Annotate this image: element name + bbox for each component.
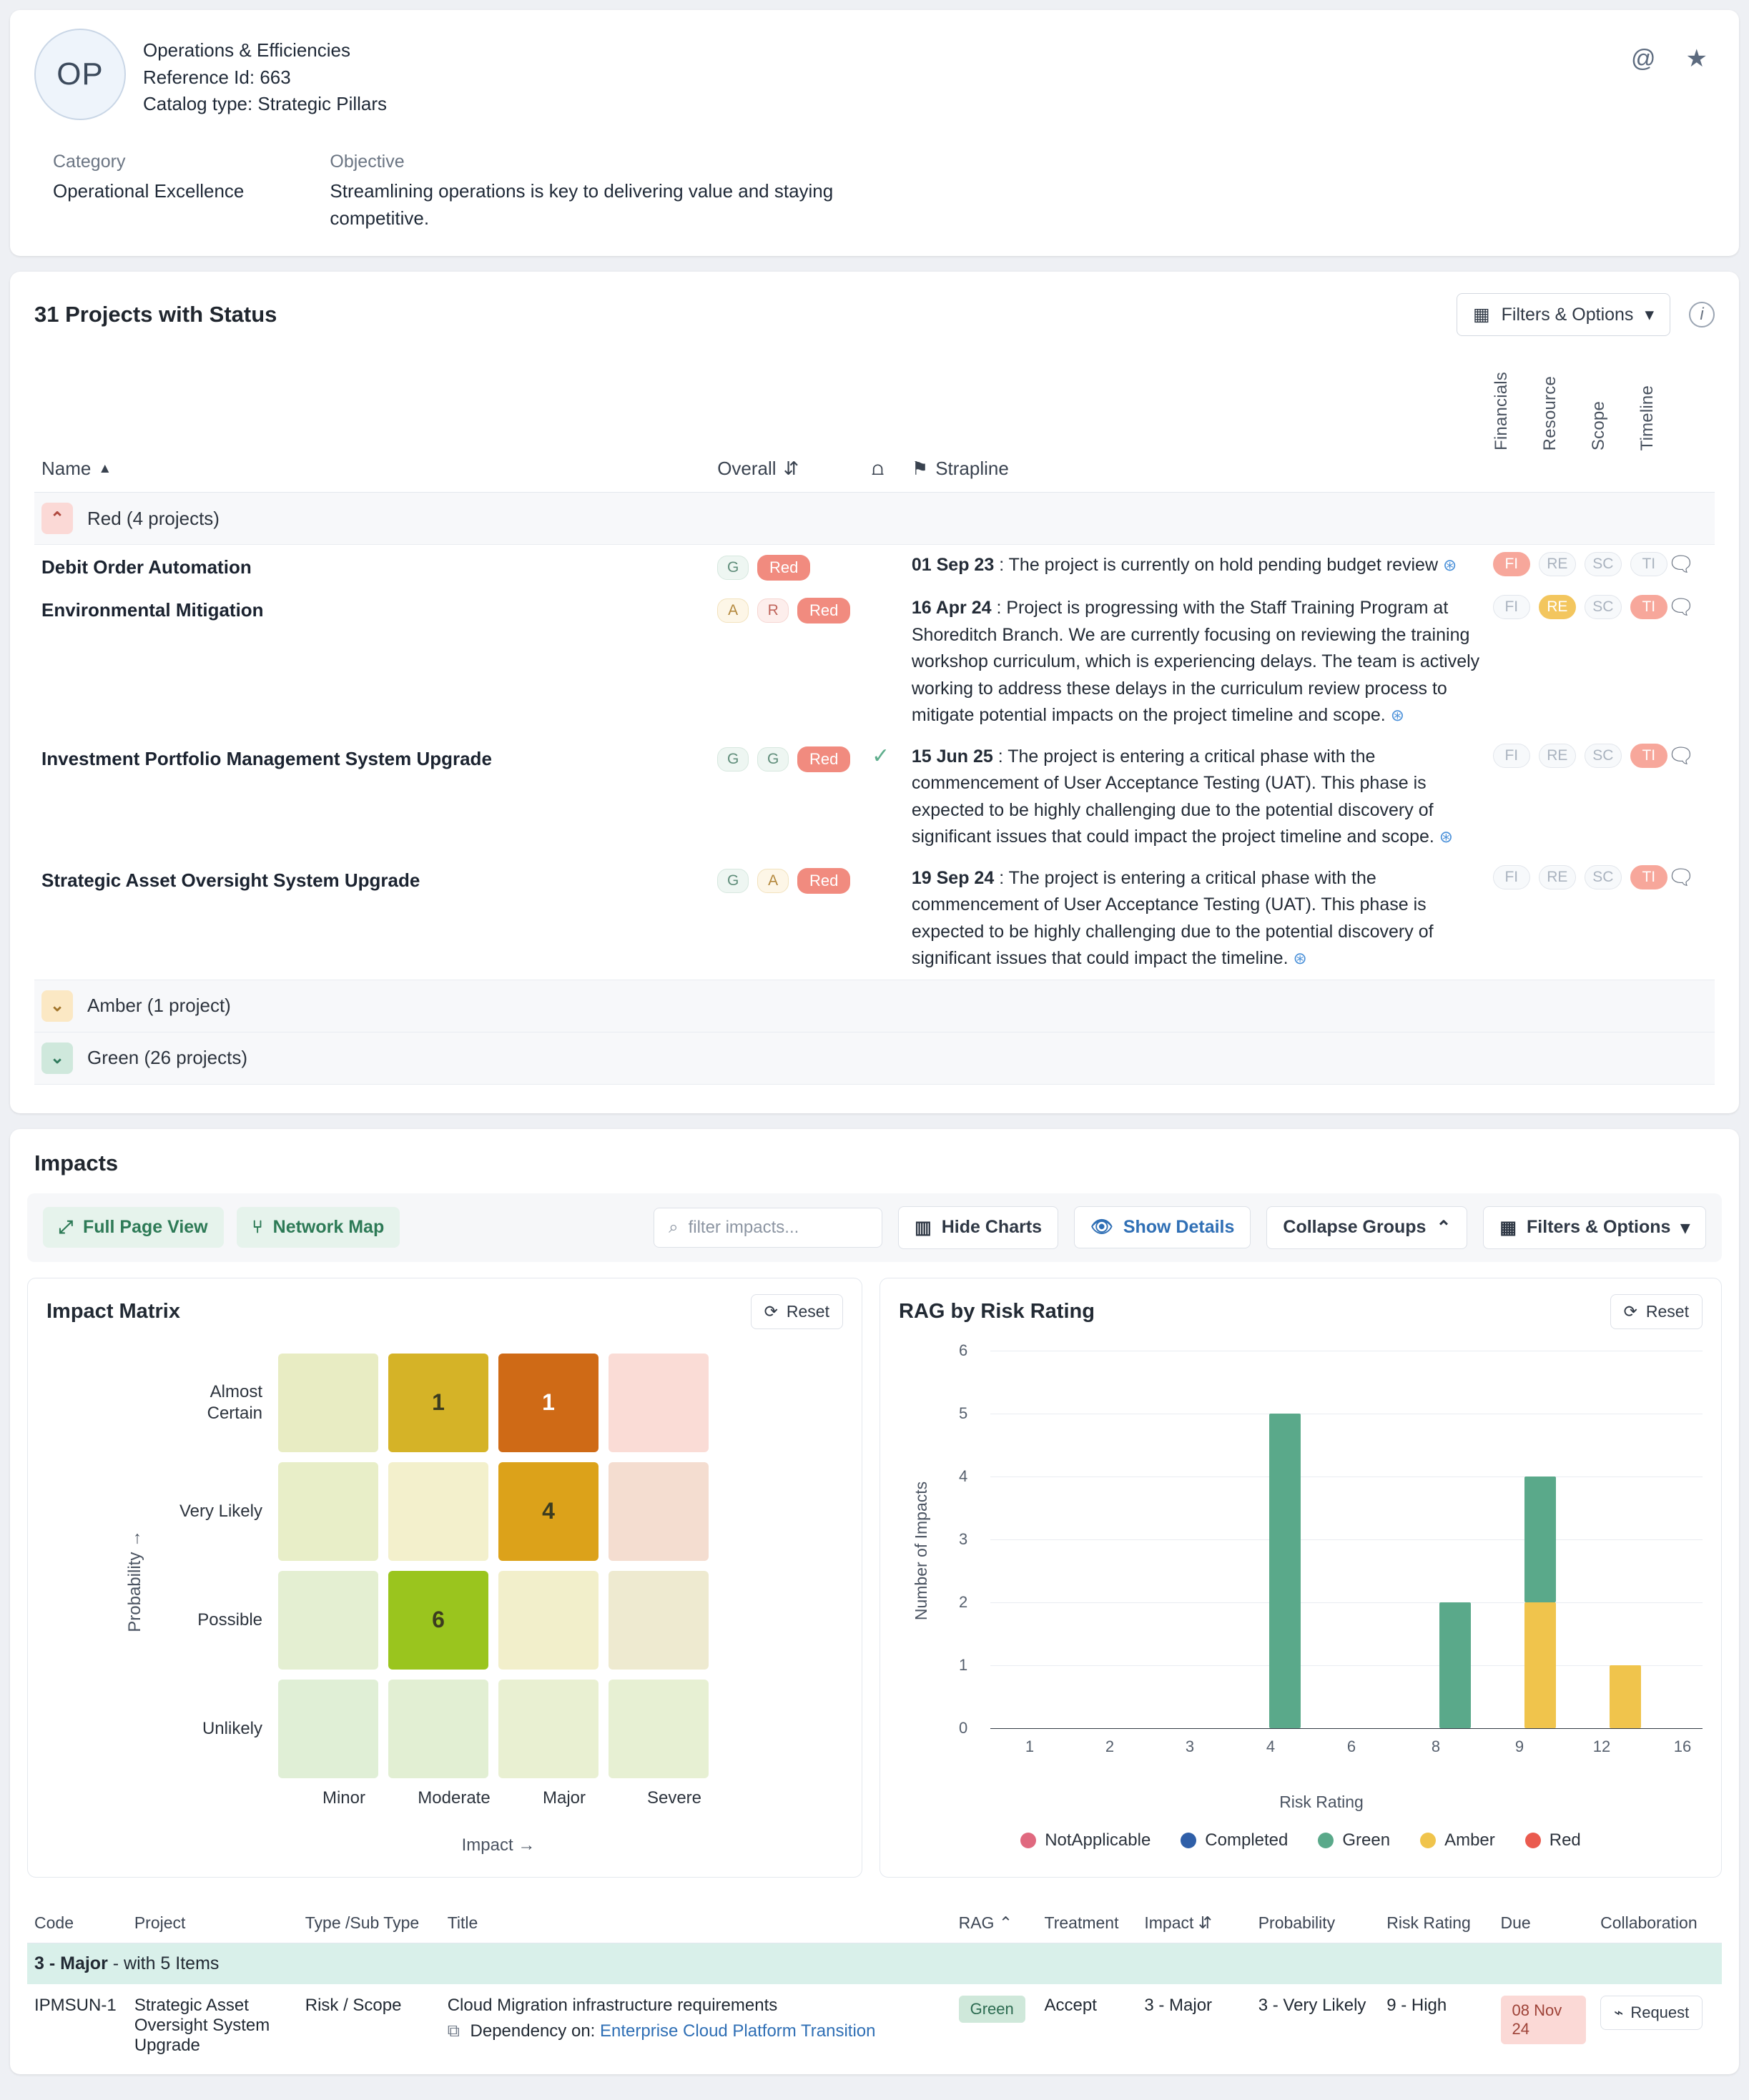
- table-row[interactable]: [34, 858, 1715, 980]
- th-rag[interactable]: RAG ⌃: [952, 1903, 1038, 1943]
- matrix-cell[interactable]: [278, 1462, 378, 1561]
- col-financials: Financials: [1492, 372, 1511, 451]
- strapline-text: 15 Jun 25 : The project is entering a critical phase with the commencement of User Acceptance Testing (UAT). This phase is expected to be highly challenging due to the potential discovery of significant issues that could impact the project timeline and scope. ⊛: [911, 746, 1454, 847]
- projects-table: [34, 450, 1715, 1085]
- objective-block: [330, 152, 844, 232]
- dependency-icon: ⧉: [447, 2021, 460, 2041]
- entity-header-card: [10, 10, 1739, 256]
- rag-chart-reset-button[interactable]: [1610, 1294, 1703, 1329]
- cell-probability: 3 - Very Likely: [1258, 1995, 1366, 2015]
- rag-financials: FI: [1493, 744, 1530, 768]
- rag-scope: SC: [1585, 744, 1622, 768]
- project-name: Investment Portfolio Management System Upgrade: [41, 747, 492, 769]
- matrix-cell[interactable]: 1: [388, 1354, 488, 1452]
- objective-label: Objective: [330, 152, 405, 172]
- bar-green-4[interactable]: [1269, 1414, 1301, 1728]
- globe-icon[interactable]: ⊛: [1439, 827, 1454, 847]
- star-icon[interactable]: ★: [1685, 45, 1708, 72]
- check-circle-icon[interactable]: ✓: [872, 744, 890, 768]
- strapline-body: The project is currently on hold pending budget review: [1008, 555, 1438, 576]
- th-collaboration[interactable]: Collaboration: [1593, 1903, 1722, 1943]
- at-icon[interactable]: @: [1631, 44, 1656, 72]
- col-resource: Resource: [1540, 376, 1560, 451]
- projects-title: 31 Projects with Status: [34, 302, 277, 327]
- legend-item-notapplicable[interactable]: NotApplicable: [1020, 1830, 1151, 1850]
- rag-by-risk-rating-chart: [880, 1278, 1722, 1878]
- matrix-cell[interactable]: [498, 1680, 598, 1778]
- impacts-table-header: [27, 1903, 1722, 1943]
- table-row[interactable]: [34, 736, 1715, 858]
- matrix-cell[interactable]: [388, 1462, 488, 1561]
- th-type[interactable]: Type /Sub Type: [298, 1903, 440, 1943]
- impacts-title: Impacts: [34, 1150, 119, 1175]
- impacts-toolbar: [27, 1193, 1722, 1262]
- network-map-label: Network Map: [272, 1217, 385, 1238]
- col-strapline-label: Strapline: [935, 458, 1009, 480]
- rag-timeline: TI: [1630, 744, 1667, 768]
- matrix-cell[interactable]: 6: [388, 1571, 488, 1670]
- rag-indicators: [1493, 552, 1667, 576]
- matrix-row-label: Very Likely: [179, 1501, 262, 1521]
- globe-icon[interactable]: ⊛: [1293, 949, 1307, 968]
- chevron-up-icon: ⌃: [998, 1913, 1013, 1932]
- matrix-row-label: Possible: [197, 1609, 262, 1630]
- group-row-amber[interactable]: [34, 980, 1715, 1032]
- rag-resource: RE: [1539, 595, 1576, 619]
- strapline-body: Project is progressing with the Staff Training Program at Shoreditch Branch. We are currently focusing on reviewing the training workshop curriculum, which is experiencing delays. The team is actively working to address these delays in the curriculum review process to mitigate potential impacts on the project timeline and scope.: [911, 598, 1480, 726]
- show-details-label: Show Details: [1123, 1217, 1235, 1238]
- bar-green-8[interactable]: [1439, 1602, 1471, 1728]
- xtick: 8: [1431, 1737, 1441, 1755]
- th-code[interactable]: Code: [27, 1903, 127, 1943]
- ytick: 1: [959, 1655, 968, 1674]
- strapline-text: 16 Apr 24 : Project is progressing with the Staff Training Program at Shoreditch Branch. We are currently focusing on reviewing the training workshop curriculum, which is experiencing delays. The team is actively working to address these delays in the curriculum review process to mitigate potential impacts on the project timeline and scope. ⊛: [911, 598, 1480, 726]
- strapline-date: 19 Sep 24: [911, 867, 995, 888]
- projects-filters-button[interactable]: [1457, 293, 1670, 336]
- cell-rag: [952, 1984, 1038, 2067]
- chevron-up-icon: ⌃: [1436, 1217, 1452, 1238]
- xtick: 4: [1266, 1737, 1276, 1755]
- matrix-cell[interactable]: [388, 1680, 488, 1778]
- cell-code: IPMSUN-1: [34, 1995, 117, 2015]
- matrix-cell[interactable]: 4: [498, 1462, 598, 1561]
- group-band-label: 3 - Major: [34, 1953, 108, 1973]
- matrix-row: [157, 1462, 734, 1561]
- refresh-icon: ⟳: [764, 1301, 778, 1321]
- ytick: 0: [959, 1718, 968, 1737]
- impact-axis-label: Impact →: [461, 1835, 536, 1855]
- xtick: 16: [1673, 1737, 1692, 1755]
- overall-badge: Red: [797, 598, 850, 623]
- legend-item-green[interactable]: Green: [1318, 1830, 1390, 1850]
- chevron-down-icon: ▾: [1645, 305, 1654, 325]
- rag-timeline: TI: [1630, 552, 1667, 576]
- project-name: Strategic Asset Oversight System Upgrade: [41, 869, 420, 891]
- comment-icon[interactable]: 🗨: [1667, 744, 1695, 768]
- bar-amber-9[interactable]: [1524, 1602, 1556, 1728]
- impacts-table: [27, 1903, 1722, 2067]
- matrix-cell[interactable]: [609, 1571, 709, 1670]
- ytick: 3: [959, 1529, 968, 1548]
- th-due[interactable]: Due: [1494, 1903, 1594, 1943]
- overall-badge: Red: [797, 746, 850, 772]
- globe-icon[interactable]: ⊛: [1442, 556, 1457, 575]
- dependency-link[interactable]: Enterprise Cloud Platform Transition: [600, 2021, 876, 2041]
- reference-id: Reference Id: 663: [143, 66, 291, 88]
- impact-matrix-title: Impact Matrix: [46, 1299, 180, 1323]
- matrix-cell[interactable]: [278, 1680, 378, 1778]
- bar-legend: [899, 1830, 1703, 1850]
- matrix-col-label: Major: [542, 1788, 586, 1808]
- cell-risk-rating: 9 - High: [1386, 1995, 1447, 2015]
- bar-xlabel: Risk Rating: [1279, 1792, 1364, 1811]
- chevron-down-icon: ▾: [1680, 1217, 1690, 1238]
- filter-impacts-input[interactable]: [654, 1208, 882, 1248]
- comment-icon[interactable]: 🗨: [1667, 865, 1695, 889]
- full-page-view-label: Full Page View: [83, 1217, 208, 1238]
- table-row[interactable]: [34, 545, 1715, 588]
- flag-icon: ⚑: [911, 458, 929, 480]
- collapse-groups-label: Collapse Groups: [1283, 1217, 1427, 1238]
- chevron-up-icon[interactable]: ⌃: [41, 503, 73, 534]
- sort-by-name[interactable]: [41, 458, 112, 480]
- matrix-cell[interactable]: 1: [498, 1354, 598, 1452]
- th-risk-rating[interactable]: Risk Rating: [1379, 1903, 1493, 1943]
- search-icon: ⌕: [669, 1217, 679, 1237]
- matrix-grid: [157, 1354, 734, 1808]
- filter-grid-icon: ▦: [1499, 1217, 1517, 1238]
- legend-item-completed[interactable]: Completed: [1181, 1830, 1288, 1850]
- due-badge: 08 Nov 24: [1501, 1996, 1587, 2044]
- hide-charts-label: Hide Charts: [941, 1217, 1043, 1238]
- cell-collaboration: [1593, 1984, 1722, 2067]
- cell-impact: 3 - Major: [1144, 1995, 1213, 2015]
- matrix-cell[interactable]: [498, 1571, 598, 1670]
- col-name-label: Name: [41, 458, 92, 480]
- matrix-row: [157, 1571, 734, 1670]
- status-pill: R: [757, 598, 789, 623]
- strapline-text: 19 Sep 24 : The project is entering a critical phase with the commencement of User Acceptance Testing (UAT). This phase is expected to be highly challenging due to the potential discovery of significant issues that could impact the timeline. ⊛: [911, 867, 1434, 969]
- impact-matrix-reset-button[interactable]: [751, 1294, 843, 1329]
- rag-resource: RE: [1539, 865, 1576, 889]
- ytick: 5: [959, 1404, 968, 1422]
- th-title[interactable]: Title: [440, 1903, 952, 1943]
- matrix-cell[interactable]: [278, 1571, 378, 1670]
- legend-item-amber[interactable]: Amber: [1420, 1830, 1495, 1850]
- projects-card: [10, 272, 1739, 1113]
- impact-matrix-chart: [27, 1278, 862, 1878]
- comment-icon[interactable]: 🗨: [1667, 596, 1695, 620]
- th-project[interactable]: Project: [127, 1903, 298, 1943]
- request-button[interactable]: ⌁ Request: [1600, 1996, 1703, 2030]
- category-block: [53, 152, 244, 232]
- matrix-cell[interactable]: [609, 1462, 709, 1561]
- col-timeline: Timeline: [1637, 385, 1657, 451]
- impacts-card: [10, 1129, 1739, 2074]
- group-label-red: Red (4 projects): [87, 507, 220, 529]
- rag-scope: SC: [1585, 552, 1622, 576]
- rag-indicators: [1493, 744, 1667, 768]
- matrix-row: [157, 1680, 734, 1778]
- x-axis: [990, 1728, 1703, 1755]
- xtick: 3: [1185, 1737, 1195, 1755]
- hide-charts-button[interactable]: [898, 1206, 1058, 1249]
- sparkline-icon[interactable]: ⩍: [872, 458, 884, 480]
- matrix-col-label: Moderate: [418, 1788, 491, 1808]
- status-pill: G: [757, 747, 789, 772]
- strapline-body: The project is entering a critical phase with the commencement of User Acceptance Testing (UAT). This phase is expected to be highly challenging due to the potential discovery of significant issues that could impact the project timeline and scope.: [911, 746, 1434, 847]
- rag-financials: FI: [1493, 865, 1530, 889]
- cell-project: Strategic Asset Oversight System Upgrade: [134, 1995, 270, 2055]
- overall-badge: Red: [797, 868, 850, 894]
- page-title: Operations & Efficiencies: [143, 39, 350, 61]
- status-pill: A: [717, 598, 749, 623]
- bar-chart-icon: ▥: [915, 1217, 932, 1238]
- xtick: 2: [1105, 1737, 1115, 1755]
- vertical-column-headers: [34, 336, 1715, 450]
- dependency-label: Dependency on:: [470, 2021, 596, 2041]
- objective-value: Streamlining operations is key to delivering value and staying competitive.: [330, 180, 834, 229]
- share-icon: ⌁: [1614, 2003, 1624, 2021]
- rag-timeline: TI: [1630, 595, 1667, 619]
- impacts-group-band[interactable]: [27, 1943, 1722, 1984]
- globe-icon[interactable]: ⊛: [1390, 706, 1404, 725]
- rag-chart-title: RAG by Risk Rating: [899, 1299, 1095, 1323]
- col-overall-label: Overall: [717, 458, 777, 480]
- group-row-green[interactable]: [34, 1032, 1715, 1084]
- catalog-type: Catalog type: Strategic Pillars: [143, 93, 388, 115]
- matrix-col-label: Severe: [646, 1788, 702, 1808]
- matrix-cell[interactable]: [609, 1680, 709, 1778]
- sort-icon: ⇵: [783, 458, 799, 480]
- rag-scope: SC: [1585, 595, 1622, 619]
- rag-scope: SC: [1585, 865, 1622, 889]
- strapline-date: 16 Apr 24: [911, 598, 992, 618]
- group-row-red[interactable]: [34, 493, 1715, 545]
- strapline-date: 01 Sep 23: [911, 555, 995, 576]
- th-probability[interactable]: Probability: [1251, 1903, 1380, 1943]
- full-page-view-button[interactable]: [43, 1207, 224, 1248]
- expand-icon: ⤢: [59, 1217, 74, 1238]
- show-details-button[interactable]: [1074, 1206, 1251, 1248]
- table-row[interactable]: [34, 588, 1715, 736]
- impacts-filters-button[interactable]: [1483, 1206, 1706, 1249]
- chevron-up-icon: ▲: [98, 460, 112, 476]
- impact-title: Cloud Migration infrastructure requirements: [447, 1995, 778, 2015]
- cell-due: [1494, 1984, 1594, 2067]
- matrix-row-label: Unlikely: [202, 1718, 262, 1738]
- ytick: 4: [959, 1466, 968, 1485]
- sort-by-overall[interactable]: [717, 458, 799, 480]
- network-icon: ⑂: [252, 1217, 263, 1238]
- ytick: 2: [959, 1592, 968, 1611]
- status-pill: A: [757, 869, 789, 893]
- reset-label: Reset: [786, 1301, 829, 1321]
- bars-area: [990, 1351, 1703, 1728]
- probability-axis-label: Probability →: [125, 1529, 144, 1632]
- search-placeholder: filter impacts...: [688, 1217, 799, 1237]
- strapline-text: 01 Sep 23 : The project is currently on hold pending budget review ⊛: [911, 555, 1457, 576]
- refresh-icon: ⟳: [1623, 1301, 1637, 1321]
- ytick: 6: [959, 1341, 968, 1359]
- col-scope: Scope: [1589, 401, 1608, 451]
- rag-timeline: TI: [1630, 865, 1667, 889]
- xtick: 9: [1514, 1737, 1524, 1755]
- matrix-cell[interactable]: [278, 1354, 378, 1452]
- rag-financials: FI: [1493, 552, 1530, 576]
- col-strapline: [912, 458, 1009, 480]
- projects-table-header: [34, 450, 1715, 493]
- group-band-suffix: - with 5 Items: [112, 1953, 220, 1973]
- rag-indicators: [1493, 595, 1667, 619]
- matrix-row-label: Almost Certain: [207, 1381, 262, 1423]
- chevron-down-icon[interactable]: ⌄: [41, 990, 73, 1022]
- filter-grid-icon: ▦: [1473, 305, 1490, 325]
- info-icon[interactable]: i: [1689, 302, 1715, 327]
- matrix-row: [157, 1354, 734, 1452]
- strapline-body: The project is entering a critical phase with the commencement of User Acceptance Testing (UAT). This phase is expected to be highly challenging due to the potential discovery of significant issues that could impact the timeline.: [911, 867, 1434, 969]
- group-label-amber: Amber (1 project): [87, 995, 231, 1017]
- category-value: Operational Excellence: [53, 180, 245, 202]
- th-impact[interactable]: Impact ⇵: [1137, 1903, 1251, 1943]
- comment-icon[interactable]: 🗨: [1667, 553, 1695, 577]
- rag-financials: FI: [1493, 595, 1530, 619]
- network-map-button[interactable]: [237, 1207, 400, 1248]
- cell-treatment: Accept: [1044, 1995, 1097, 2015]
- category-label: Category: [53, 152, 126, 172]
- bar-amber-12[interactable]: [1610, 1665, 1641, 1728]
- bar-chart-plot: [912, 1341, 1703, 1755]
- status-badge: Green: [959, 1996, 1025, 2023]
- sort-icon: ⇵: [1198, 1913, 1213, 1932]
- bar-ylabel: Number of Impacts: [912, 1481, 930, 1621]
- rag-indicators: [1493, 865, 1667, 889]
- xtick: 1: [1025, 1737, 1035, 1755]
- cell-title: [440, 1984, 952, 2067]
- project-name: Debit Order Automation: [41, 556, 252, 578]
- chevron-down-icon[interactable]: ⌄: [41, 1042, 73, 1074]
- eye-icon: 👁: [1090, 1217, 1113, 1238]
- status-pill: G: [717, 869, 749, 893]
- status-pill: G: [717, 556, 749, 580]
- xtick: 12: [1592, 1737, 1611, 1755]
- rag-resource: RE: [1539, 552, 1576, 576]
- avatar: OP: [34, 29, 126, 120]
- overall-badge: Red: [757, 555, 810, 581]
- project-name: Environmental Mitigation: [41, 599, 264, 621]
- legend-item-red[interactable]: Red: [1525, 1830, 1581, 1850]
- xtick: 6: [1346, 1737, 1356, 1755]
- status-pill: G: [717, 747, 749, 772]
- projects-filters-label: Filters & Options: [1501, 304, 1634, 325]
- table-row[interactable]: [27, 1984, 1722, 2067]
- collapse-groups-button[interactable]: [1266, 1206, 1467, 1249]
- rag-resource: RE: [1539, 744, 1576, 768]
- th-treatment[interactable]: Treatment: [1038, 1903, 1138, 1943]
- strapline-date: 15 Jun 25: [911, 746, 993, 766]
- group-label-green: Green (26 projects): [87, 1047, 247, 1069]
- matrix-col-label: Minor: [322, 1788, 365, 1808]
- impacts-filters-label: Filters & Options: [1527, 1217, 1671, 1238]
- matrix-cell[interactable]: [609, 1354, 709, 1452]
- reset-label: Reset: [1645, 1301, 1689, 1321]
- bar-green-9[interactable]: [1524, 1477, 1556, 1602]
- cell-type: Risk / Scope: [305, 1995, 402, 2015]
